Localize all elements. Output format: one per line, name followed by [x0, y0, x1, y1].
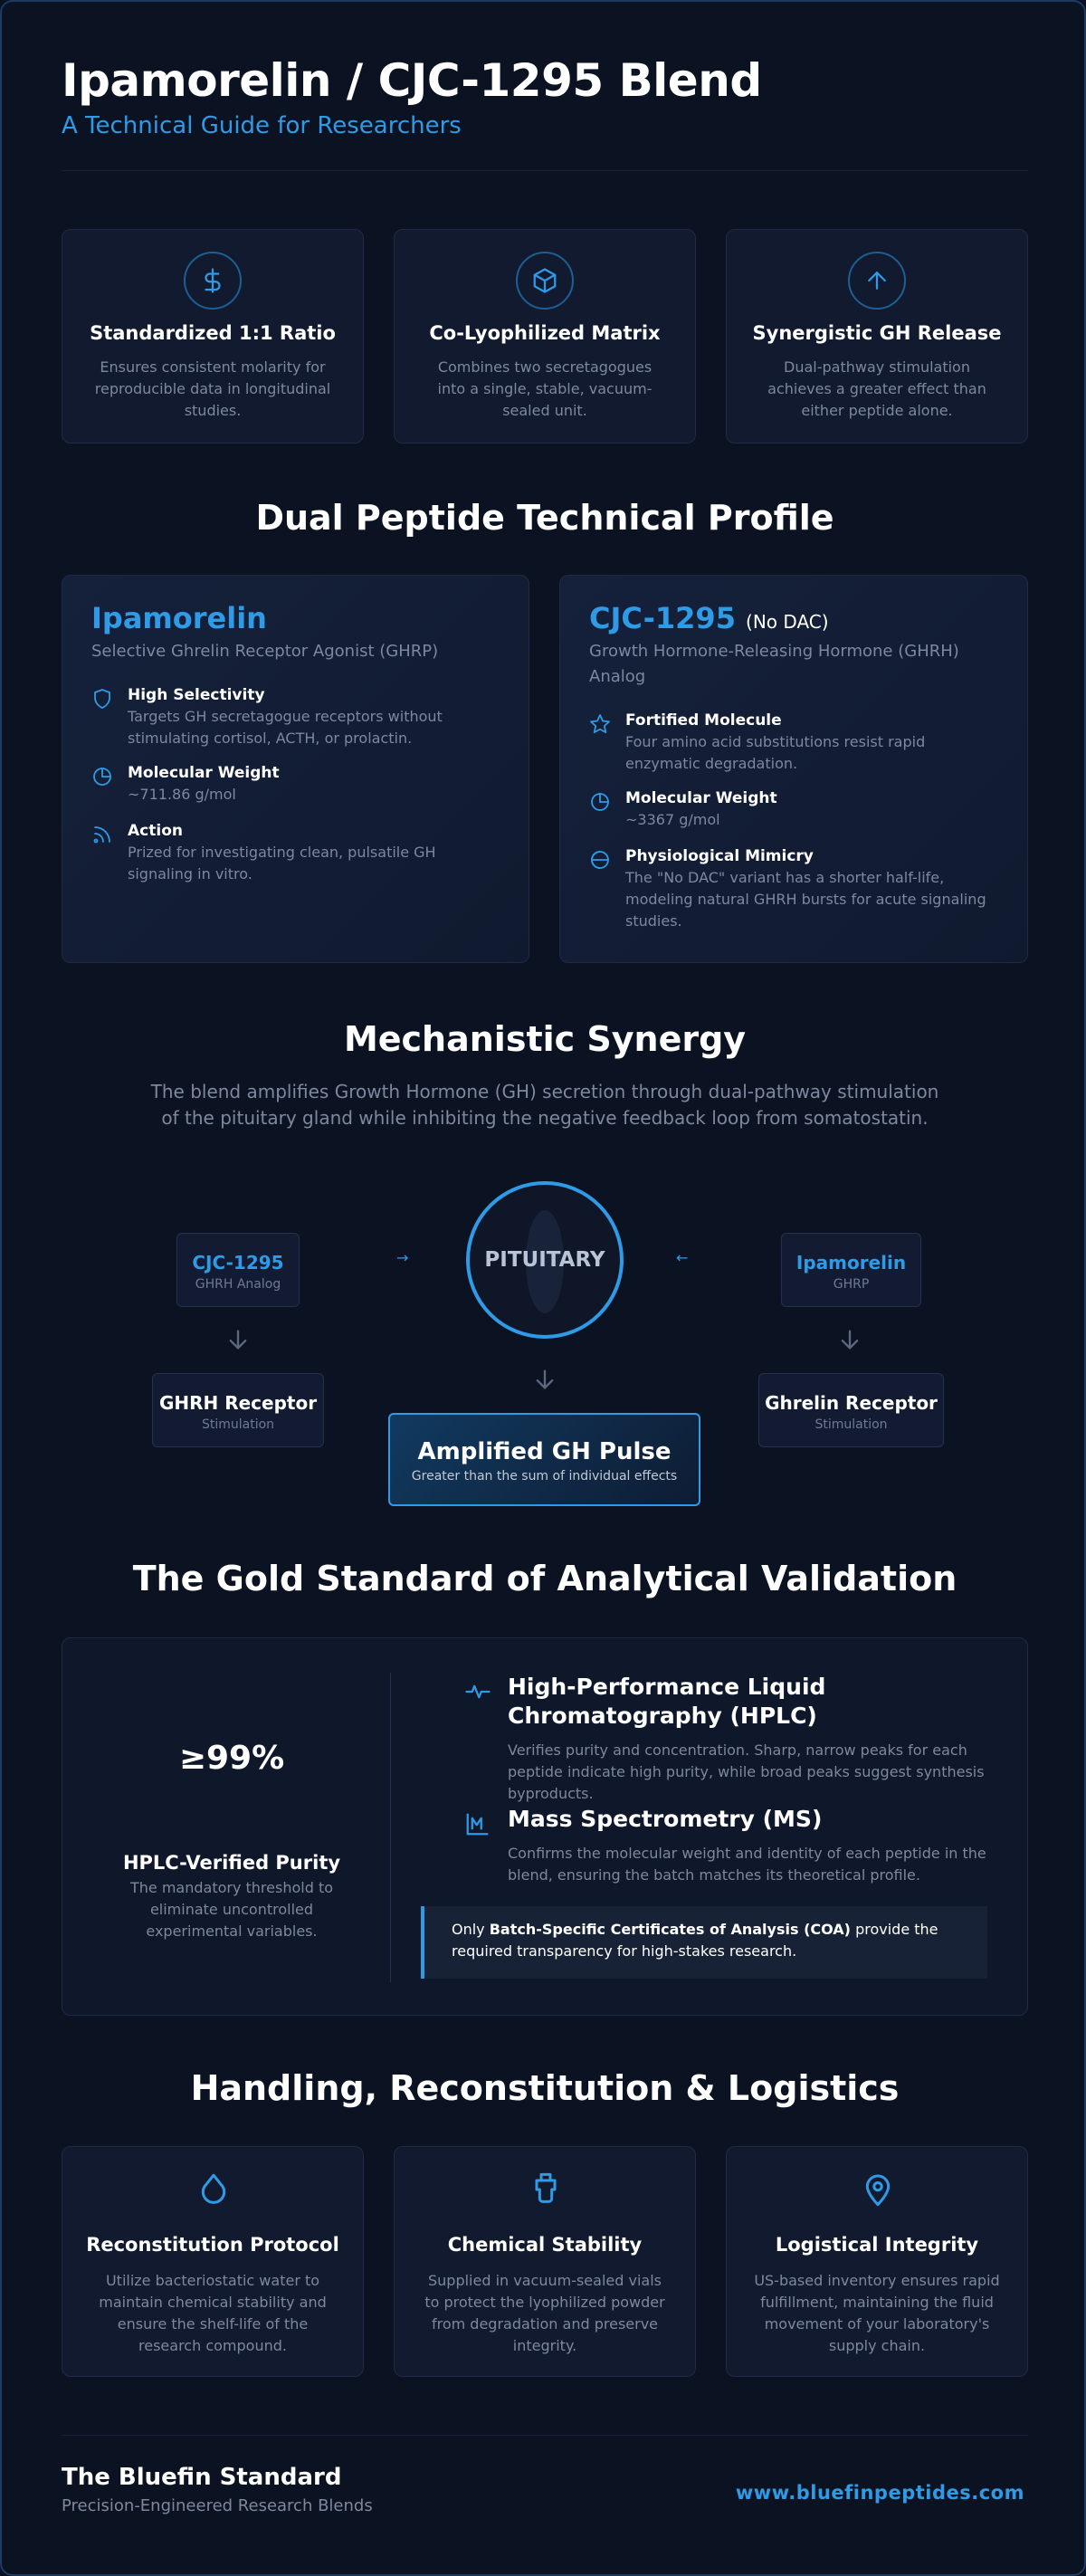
footer-brand: The Bluefin Standard — [62, 2464, 342, 2491]
method-hplc — [464, 1673, 991, 1805]
method-title: High-Performance Liquid Chromatography (HPLC) — [508, 1674, 826, 1729]
item-label: Physiological Mimicry — [625, 847, 814, 865]
mech-receptor-name: Ghrelin Receptor — [765, 1392, 938, 1414]
coa-note-prefix: Only — [452, 1921, 490, 1938]
item-text: ~711.86 g/mol — [128, 786, 236, 803]
mech-receptor-sub: Stimulation — [814, 1417, 888, 1432]
shield-icon — [91, 688, 113, 710]
mech-peptide-name: Ipamorelin — [795, 1252, 907, 1274]
pituitary-node — [466, 1181, 624, 1339]
method-desc: Verifies purity and concentration. Sharp, narrow peaks for each peptide indicate high purity, while broad peaks suggest synthesis byproducts. — [508, 1741, 985, 1802]
handling-title: Logistical Integrity — [775, 2234, 979, 2256]
item-label: High Selectivity — [128, 686, 265, 704]
star-icon — [589, 713, 611, 735]
peptide-name-suffix: (No DAC) — [746, 611, 829, 633]
peptide-name-row — [589, 601, 998, 635]
feature-title: Co-Lyophilized Matrix — [429, 322, 661, 344]
feature-desc: Dual-pathway stimulation achieves a greater effect than either peptide alone. — [767, 358, 986, 419]
chevron-down-icon — [532, 1367, 557, 1392]
profile-card-ipamorelin — [62, 575, 529, 963]
item-label: Molecular Weight — [128, 764, 280, 782]
section-title-mechanism: Mechanistic Synergy — [343, 1019, 747, 1059]
arrow-up-icon — [848, 252, 906, 310]
mech-receptor-name: GHRH Receptor — [158, 1392, 318, 1414]
divider — [62, 170, 1028, 171]
profile-item — [91, 822, 500, 885]
coa-note-bold: Batch-Specific Certificates of Analysis (COA) — [489, 1921, 851, 1938]
handling-title: Reconstitution Protocol — [86, 2234, 339, 2256]
footer-url-link[interactable]: www.bluefinpeptides.com — [735, 2482, 1024, 2504]
method-ms — [464, 1805, 991, 1886]
mech-receptor-sub: Stimulation — [201, 1417, 275, 1432]
feature-title: Synergistic GH Release — [752, 322, 1002, 344]
pituitary-label: PITUITARY — [484, 1248, 605, 1272]
peptide-name: Ipamorelin — [91, 601, 267, 635]
feature-desc: Combines two secretagogues into a single, stable, vacuum-sealed unit. — [437, 358, 653, 419]
dollar-icon — [184, 252, 242, 310]
arrow-right-icon: → — [396, 1249, 409, 1266]
handling-card-logistics — [726, 2146, 1028, 2377]
handling-card-reconstitution — [62, 2146, 364, 2377]
item-label: Fortified Molecule — [625, 711, 782, 730]
item-text: Prized for investigating clean, pulsatile GH signaling in vitro. — [128, 844, 436, 883]
profile-item — [589, 711, 998, 775]
mech-right-receptor — [758, 1373, 944, 1447]
handling-title: Chemical Stability — [447, 2234, 643, 2256]
method-desc: Confirms the molecular weight and identity of each peptide in the blend, ensuring the batch matches its theoretical profile. — [508, 1845, 986, 1884]
handling-desc: Utilize bacteriostatic water to maintain chemical stability and ensure the shelf-life of the research compound. — [99, 2272, 327, 2354]
coa-note-suffix: provide the required transparency for high-stakes research. — [452, 1921, 938, 1960]
section-title-validation: The Gold Standard of Analytical Validation — [132, 1559, 957, 1598]
page-title: Ipamorelin / CJC-1295 Blend — [62, 54, 762, 107]
mass-spec-icon — [464, 1810, 491, 1837]
profile-item — [91, 764, 500, 806]
purity-desc: The mandatory threshold to eliminate uncontrolled experimental variables. — [129, 1879, 334, 1940]
mech-result-sub: Greater than the sum of individual effects — [411, 1469, 678, 1484]
profile-card-cjc1295 — [559, 575, 1028, 963]
mech-left-peptide — [176, 1233, 300, 1307]
peptide-subtitle: Growth Hormone-Releasing Hormone (GHRH) Analog — [589, 642, 959, 686]
peptide-subtitle: Selective Ghrelin Receptor Agonist (GHRP) — [91, 642, 439, 661]
feature-card-matrix — [394, 229, 696, 444]
pie-chart-icon — [91, 766, 113, 787]
item-text: ~3367 g/mol — [625, 811, 720, 828]
mechanism-desc: The blend amplifies Growth Hormone (GH) secretion through dual-pathway stimulation of the pituitary gland while inhibiting the negative feedback loop from somatostatin. — [150, 1081, 939, 1129]
handling-desc: Supplied in vacuum-sealed vials to protect the lyophilized powder from degradation and preserve integrity. — [424, 2272, 665, 2354]
section-title-profile: Dual Peptide Technical Profile — [255, 498, 834, 538]
page-subtitle: A Technical Guide for Researchers — [62, 112, 462, 139]
chevron-down-icon — [225, 1327, 251, 1352]
feature-card-synergy — [726, 229, 1028, 444]
section-title-handling: Handling, Reconstitution & Logistics — [190, 2068, 900, 2108]
mech-peptide-sub: GHRP — [833, 1277, 870, 1292]
vertical-divider — [390, 1673, 391, 1982]
item-label: Action — [128, 822, 183, 840]
feature-card-ratio — [62, 229, 364, 444]
validation-card — [62, 1637, 1028, 2016]
profile-item — [91, 686, 500, 749]
item-text: The "No DAC" variant has a shorter half-life, modeling natural GHRH bursts for acute signaling studies. — [625, 869, 986, 930]
footer-tagline: Precision-Engineered Research Blends — [62, 2496, 373, 2515]
mech-result-name: Amplified GH Pulse — [417, 1438, 672, 1465]
profile-item — [589, 789, 998, 831]
purity-label: HPLC-Verified Purity — [122, 1852, 341, 1874]
divider — [62, 2435, 1028, 2436]
pie-chart-icon — [589, 791, 611, 813]
purity-value: ≥99% — [178, 1740, 285, 1777]
profile-item — [589, 847, 998, 932]
method-title: Mass Spectrometry (MS) — [508, 1806, 823, 1832]
chevron-down-icon — [837, 1327, 862, 1352]
vial-icon — [528, 2169, 564, 2210]
circle-half-icon — [589, 849, 611, 871]
mech-right-peptide — [781, 1233, 921, 1307]
mech-left-receptor — [152, 1373, 324, 1447]
item-text: Four amino acid substitutions resist rapid enzymatic degradation. — [625, 733, 926, 772]
item-text: Targets GH secretagogue receptors without stimulating cortisol, ACTH, or prolactin. — [128, 708, 443, 747]
peptide-name: CJC-1295 — [589, 601, 736, 635]
item-label: Molecular Weight — [625, 789, 777, 807]
mech-result — [388, 1413, 700, 1506]
arrow-left-icon: ← — [676, 1249, 689, 1266]
map-pin-icon — [860, 2169, 896, 2210]
droplet-icon — [195, 2169, 232, 2210]
pulse-icon — [464, 1678, 491, 1705]
mech-peptide-sub: GHRH Analog — [195, 1277, 281, 1292]
mech-peptide-name: CJC-1295 — [192, 1252, 284, 1274]
signal-icon — [91, 824, 113, 845]
handling-desc: US-based inventory ensures rapid fulfillment, maintaining the fluid movement of your laboratory's supply chain. — [754, 2272, 1000, 2354]
cube-icon — [516, 252, 574, 310]
feature-title: Standardized 1:1 Ratio — [90, 322, 336, 344]
handling-card-stability — [394, 2146, 696, 2377]
coa-note — [421, 1906, 987, 1979]
feature-desc: Ensures consistent molarity for reproducible data in longitudinal studies. — [94, 358, 331, 419]
